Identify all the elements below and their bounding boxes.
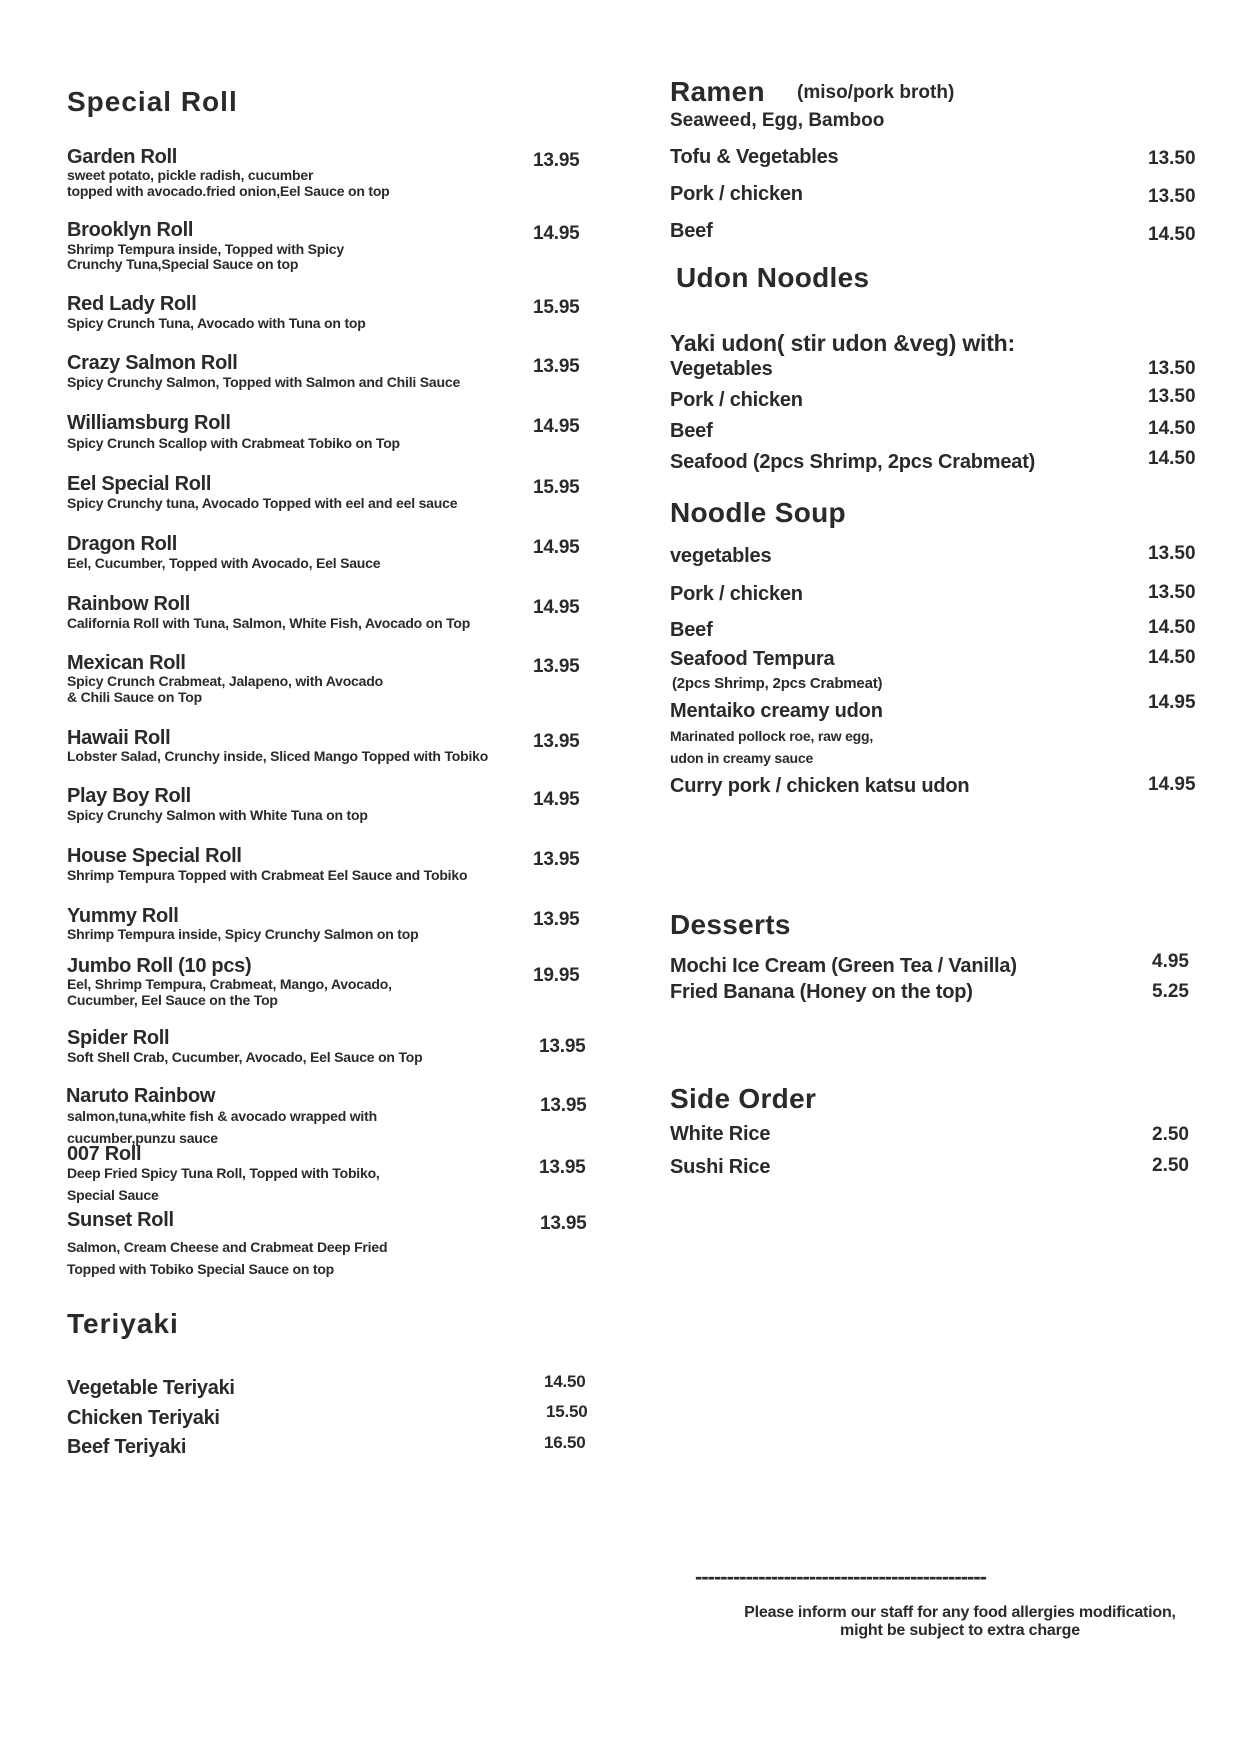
item-desc: udon in creamy sauce (670, 750, 814, 766)
item-desc: Deep Fried Spicy Tuna Roll, Topped with Tobiko, (67, 1165, 380, 1181)
item-price: 14.50 (1148, 224, 1196, 245)
dashed-divider: ---------------------------------------------- (695, 1564, 987, 1589)
item-price: 13.50 (1148, 186, 1196, 207)
item-desc: & Chili Sauce on Top (67, 689, 202, 705)
item-price: 14.95 (1148, 774, 1196, 795)
item-price: 5.25 (1152, 981, 1189, 1002)
item-name: Brooklyn Roll (67, 219, 194, 241)
item-name: Pork / chicken (670, 389, 803, 411)
allergy-note (700, 1604, 1220, 1640)
item-name: Play Boy Roll (67, 785, 191, 807)
item-name: vegetables (670, 545, 772, 567)
item-name: Curry pork / chicken katsu udon (670, 775, 970, 797)
item-name: Sunset Roll (67, 1209, 174, 1231)
item-name: Jumbo Roll (10 pcs) (67, 955, 252, 977)
item-name: Garden Roll (67, 146, 178, 168)
item-price: 14.50 (1148, 617, 1196, 638)
item-name: Yummy Roll (67, 905, 179, 927)
section-title-side-order: Side Order (670, 1083, 817, 1114)
section-title-udon: Udon Noodles (676, 262, 870, 293)
item-price: 14.95 (533, 537, 580, 558)
item-price: 14.95 (533, 789, 580, 810)
item-name: House Special Roll (67, 845, 242, 867)
item-price: 13.50 (1148, 582, 1196, 603)
item-price: 14.50 (544, 1372, 586, 1391)
udon-intro: Yaki udon( stir udon &veg) with: (670, 330, 1015, 356)
item-name: Rainbow Roll (67, 593, 191, 615)
ramen-subtitle: (miso/pork broth) (797, 82, 955, 103)
item-price: 15.50 (546, 1402, 588, 1421)
item-name: Beef Teriyaki (67, 1436, 187, 1458)
item-desc: Spicy Crunch Crabmeat, Jalapeno, with Avocado (67, 673, 383, 689)
item-price: 13.50 (1148, 386, 1196, 407)
item-price: 13.95 (533, 731, 580, 752)
item-price: 13.95 (540, 1213, 587, 1234)
item-name: Crazy Salmon Roll (67, 352, 238, 374)
item-name: Vegetables (670, 358, 773, 380)
item-name: Mentaiko creamy udon (670, 700, 883, 722)
item-price: 4.95 (1152, 951, 1189, 972)
item-name: Eel Special Roll (67, 473, 212, 495)
item-desc: Spicy Crunchy Salmon with White Tuna on top (67, 807, 368, 823)
item-desc: cucumber,punzu sauce (67, 1130, 218, 1146)
item-price: 2.50 (1152, 1124, 1189, 1145)
item-name: Williamsburg Roll (67, 412, 231, 434)
item-price: 2.50 (1152, 1155, 1189, 1176)
item-price: 13.95 (540, 1095, 587, 1116)
item-price: 15.95 (533, 297, 580, 318)
item-price: 13.95 (539, 1157, 586, 1178)
item-price: 13.95 (539, 1036, 586, 1057)
item-desc: Spicy Crunch Scallop with Crabmeat Tobiko on Top (67, 435, 400, 451)
item-price: 15.95 (533, 477, 580, 498)
item-desc: Spicy Crunch Tuna, Avocado with Tuna on top (67, 315, 366, 331)
item-desc: Salmon, Cream Cheese and Crabmeat Deep Fried (67, 1239, 388, 1255)
item-desc: Eel, Shrimp Tempura, Crabmeat, Mango, Avocado, (67, 976, 392, 992)
item-price: 13.95 (533, 656, 580, 677)
item-price: 14.50 (1148, 448, 1196, 469)
section-title-desserts: Desserts (670, 909, 791, 940)
item-desc: Lobster Salad, Crunchy inside, Sliced Mango Topped with Tobiko (67, 748, 489, 764)
allergy-note-line-2: might be subject to extra charge (840, 1622, 1080, 1639)
item-desc: (2pcs Shrimp, 2pcs Crabmeat) (672, 675, 883, 692)
section-title-special-roll: Special Roll (67, 86, 238, 117)
item-name: Spider Roll (67, 1027, 170, 1049)
item-name: Sushi Rice (670, 1156, 771, 1178)
item-desc: Topped with Tobiko Special Sauce on top (67, 1261, 335, 1277)
item-price: 13.95 (533, 356, 580, 377)
item-name: Beef (670, 220, 713, 242)
item-name: Mochi Ice Cream (Green Tea / Vanilla) (670, 955, 1017, 977)
item-desc: Special Sauce (67, 1187, 159, 1203)
item-desc: topped with avocado.fried onion,Eel Sauce on top (67, 183, 390, 199)
item-name: Naruto Rainbow (66, 1085, 216, 1107)
allergy-note-line-1: Please inform our staff for any food allergies modification, (744, 1604, 1176, 1621)
item-desc: Spicy Crunchy tuna, Avocado Topped with eel and eel sauce (67, 495, 458, 511)
section-title-noodle-soup: Noodle Soup (670, 497, 846, 528)
item-price: 14.95 (1148, 692, 1196, 713)
item-price: 13.95 (533, 150, 580, 171)
item-name: Red Lady Roll (67, 293, 197, 315)
item-desc: salmon,tuna,white fish & avocado wrapped with (67, 1108, 377, 1124)
item-price: 14.95 (533, 416, 580, 437)
item-name: Mexican Roll (67, 652, 186, 674)
item-price: 19.95 (533, 965, 580, 986)
item-name: White Rice (670, 1123, 771, 1145)
ramen-toppings: Seaweed, Egg, Bamboo (670, 110, 885, 131)
item-name: Hawaii Roll (67, 727, 171, 749)
item-name: Beef (670, 420, 713, 442)
section-title-ramen: Ramen (670, 76, 765, 107)
item-price: 13.95 (533, 849, 580, 870)
item-price: 14.50 (1148, 647, 1196, 668)
item-name: Vegetable Teriyaki (67, 1377, 235, 1399)
item-price: 13.50 (1148, 358, 1196, 379)
item-desc: sweet potato, pickle radish, cucumber (67, 167, 314, 183)
item-price: 14.95 (533, 223, 580, 244)
item-name: Seafood (2pcs Shrimp, 2pcs Crabmeat) (670, 451, 1036, 473)
item-name: Tofu & Vegetables (670, 146, 839, 168)
item-desc: Shrimp Tempura inside, Topped with Spicy (67, 241, 344, 257)
item-desc: California Roll with Tuna, Salmon, White Fish, Avocado on Top (67, 615, 471, 631)
item-desc: Shrimp Tempura Topped with Crabmeat Eel Sauce and Tobiko (67, 867, 468, 883)
item-desc: Shrimp Tempura inside, Spicy Crunchy Salmon on top (67, 926, 419, 942)
item-name: Dragon Roll (67, 533, 178, 555)
item-name: Pork / chicken (670, 583, 803, 605)
item-name: Fried Banana (Honey on the top) (670, 981, 973, 1003)
item-name: Seafood Tempura (670, 648, 835, 670)
item-desc: Cucumber, Eel Sauce on the Top (67, 992, 278, 1008)
item-name: 007 Roll (67, 1143, 142, 1165)
item-desc: Spicy Crunchy Salmon, Topped with Salmon and Chili Sauce (67, 374, 461, 390)
item-desc: Eel, Cucumber, Topped with Avocado, Eel Sauce (67, 555, 381, 571)
item-name: Chicken Teriyaki (67, 1407, 220, 1429)
item-desc: Soft Shell Crab, Cucumber, Avocado, Eel Sauce on Top (67, 1049, 423, 1065)
item-price: 13.95 (533, 909, 580, 930)
item-price: 16.50 (544, 1433, 586, 1452)
item-desc: Crunchy Tuna,Special Sauce on top (67, 256, 299, 272)
item-name: Pork / chicken (670, 183, 803, 205)
item-desc: Marinated pollock roe, raw egg, (670, 728, 874, 744)
item-name: Beef (670, 619, 713, 641)
section-title-teriyaki: Teriyaki (67, 1308, 179, 1339)
item-price: 14.95 (533, 597, 580, 618)
item-price: 13.50 (1148, 148, 1196, 169)
item-price: 14.50 (1148, 418, 1196, 439)
item-price: 13.50 (1148, 543, 1196, 564)
